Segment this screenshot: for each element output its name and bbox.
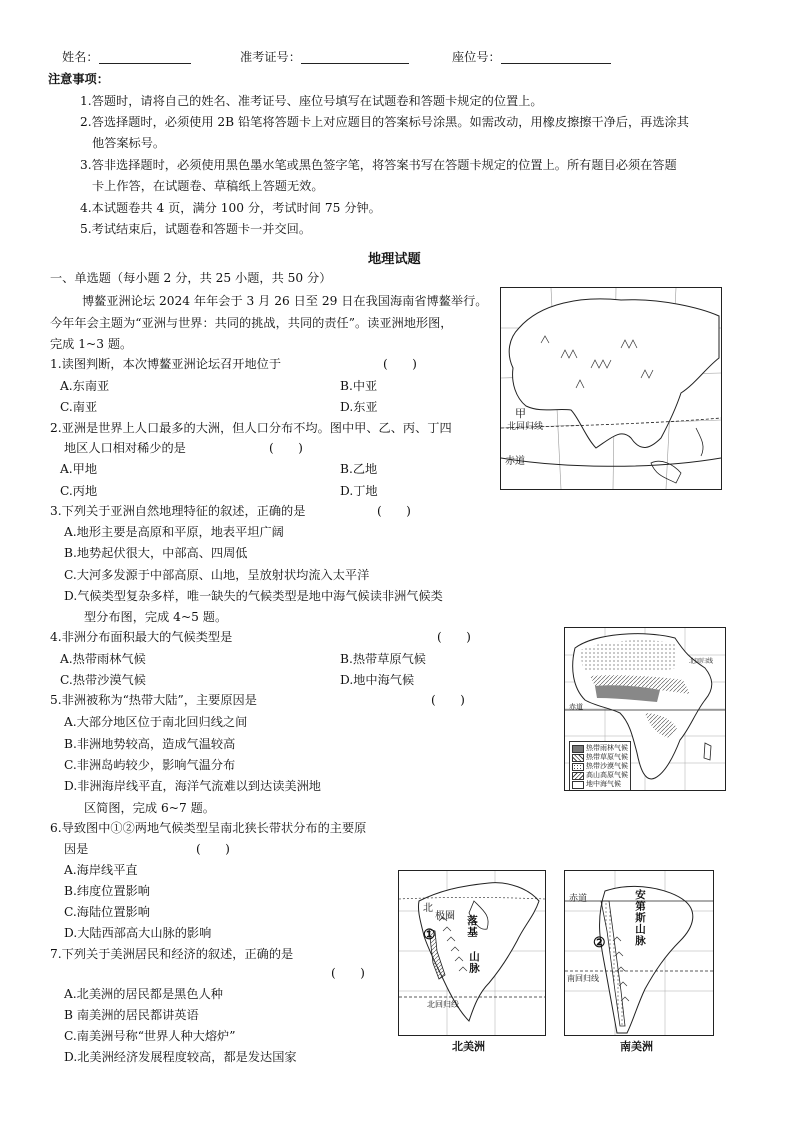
q6-answer-blank[interactable]: ( ) bbox=[196, 842, 230, 856]
q4-option-c[interactable]: C.热带沙漠气候 bbox=[60, 673, 146, 687]
q6-option-d[interactable]: D.大陆西部高大山脉的影响 bbox=[64, 926, 212, 940]
q3-answer-blank[interactable]: ( ) bbox=[377, 504, 411, 518]
legend-label: 地中海气候 bbox=[586, 780, 621, 788]
africa-label-tropic: 北回归线 bbox=[689, 658, 714, 665]
legend-label: 热带沙漠气候 bbox=[586, 762, 628, 770]
notice-item: 5.考试结束后，试题卷和答题卡一并交回。 bbox=[80, 222, 312, 236]
exam-id-field bbox=[240, 50, 409, 64]
q4-answer-blank[interactable]: ( ) bbox=[437, 630, 471, 644]
legend-item bbox=[572, 753, 628, 762]
intro-line: 完成 1~3 题。 bbox=[50, 337, 133, 351]
q4-option-a[interactable]: A.热带雨林气候 bbox=[60, 652, 146, 666]
na-label-arctic: 极圈 bbox=[435, 911, 455, 922]
q1-option-d[interactable]: D.东亚 bbox=[340, 400, 378, 414]
legend-label: 热带草原气候 bbox=[586, 753, 628, 761]
q5-stem: 5.非洲被称为“热带大陆”，主要原因是 bbox=[50, 693, 257, 707]
q3-stem: 3.下列关于亚洲自然地理特征的叙述，正确的是 bbox=[50, 504, 306, 518]
na-label-tropic: 北回归线 bbox=[427, 1000, 459, 1009]
notice-item: 他答案标号。 bbox=[92, 136, 166, 150]
legend-swatch bbox=[572, 772, 584, 780]
legend-item bbox=[572, 744, 628, 753]
notice-title: 注意事项： bbox=[48, 72, 109, 86]
q1-option-a[interactable]: A.东南亚 bbox=[60, 379, 110, 393]
notice-item: 1.答题时，请将自己的姓名、准考证号、座位号填写在试题卷和答题卡规定的位置上。 bbox=[80, 94, 543, 108]
name-field bbox=[62, 50, 191, 64]
africa-legend bbox=[569, 741, 631, 791]
legend-swatch bbox=[572, 745, 584, 753]
intro-line: 今年年会主题为“亚洲与世界：共同的挑战，共同的责任”。读亚洲地形图， bbox=[50, 316, 453, 330]
q5-option-c[interactable]: C.非洲岛屿较少，影响气温分布 bbox=[64, 758, 236, 772]
north-america-map bbox=[398, 870, 546, 1036]
q7-option-c[interactable]: C.南美洲号称“世界人种大熔炉” bbox=[64, 1029, 236, 1043]
na-label-rocky: 落基 bbox=[466, 915, 478, 938]
q5-option-a[interactable]: A.大部分地区位于南北回归线之间 bbox=[64, 715, 248, 729]
q2-option-d[interactable]: D.丁地 bbox=[340, 484, 378, 498]
name-blank[interactable] bbox=[99, 50, 191, 64]
asia-label-tropic: 北回归线 bbox=[507, 422, 544, 432]
q1-stem: 1.读图判断，本次博鳌亚洲论坛召开地位于 bbox=[50, 357, 282, 371]
seat-label: 座位号： bbox=[452, 50, 501, 64]
asia-label-jia: 甲 bbox=[515, 407, 526, 420]
q7-option-a[interactable]: A.北美洲的居民都是黑色人种 bbox=[64, 987, 223, 1001]
q2-stem-cont: 地区人口相对稀少的是 bbox=[64, 441, 186, 455]
asia-terrain-map bbox=[500, 287, 722, 490]
q3-option-c[interactable]: C.大河多发源于中部高原、山地，呈放射状均流入太平洋 bbox=[64, 568, 370, 582]
africa-climate-map bbox=[564, 627, 726, 791]
q3-option-b[interactable]: B.地势起伏很大，中部高、四周低 bbox=[64, 546, 248, 560]
legend-item bbox=[572, 762, 628, 771]
seat-blank[interactable] bbox=[501, 50, 611, 64]
sa-label-equator: 赤道 bbox=[569, 894, 588, 904]
q5-answer-blank[interactable]: ( ) bbox=[431, 693, 465, 707]
south-america-map bbox=[564, 870, 714, 1036]
q2-option-c[interactable]: C.丙地 bbox=[60, 484, 98, 498]
q6-option-a[interactable]: A.海岸线平直 bbox=[64, 863, 138, 877]
notice-item: 2.答选择题时，必须使用 2B 铅笔将答题卡上对应题目的答案标号涂黑。如需改动，用橡皮擦擦干净后，再选涂其 bbox=[80, 115, 689, 129]
sa-marker-2: ② bbox=[593, 935, 606, 951]
legend-label: 高山高原气候 bbox=[586, 771, 628, 779]
q3-option-a[interactable]: A.地形主要是高原和平原，地表平坦广阔 bbox=[64, 525, 284, 539]
na-label-mountains: 山脉 bbox=[468, 951, 480, 974]
name-label: 姓名： bbox=[62, 50, 99, 64]
q4-option-b[interactable]: B.热带草原气候 bbox=[340, 652, 426, 666]
q1-answer-blank[interactable]: ( ) bbox=[383, 357, 417, 371]
q2-answer-blank[interactable]: ( ) bbox=[269, 441, 303, 455]
legend-item bbox=[572, 780, 628, 789]
legend-item bbox=[572, 771, 628, 780]
q6-option-b[interactable]: B.纬度位置影响 bbox=[64, 884, 150, 898]
q7-answer-blank[interactable]: ( ) bbox=[331, 966, 365, 980]
q4-option-d[interactable]: D.地中海气候 bbox=[340, 673, 415, 687]
q6-option-c[interactable]: C.海陆位置影响 bbox=[64, 905, 150, 919]
na-label-bei: 北 bbox=[423, 903, 433, 914]
q5-option-d-cont: 区简图，完成 6~7 题。 bbox=[84, 801, 215, 815]
q6-stem: 6.导致图中①②两地气候类型呈南北狭长带状分布的主要原 bbox=[50, 821, 367, 835]
section-heading: 一、单选题（每小题 2 分，共 25 小题，共 50 分） bbox=[50, 271, 332, 285]
intro-line: 博鳌亚洲论坛 2024 年年会于 3 月 26 日至 29 日在我国海南省博鳌举行。 bbox=[82, 294, 488, 308]
q3-option-d[interactable]: D.气候类型复杂多样，唯一缺失的气候类型是地中海气候读非洲气候类 bbox=[64, 589, 443, 603]
q3-option-d-cont: 型分布图，完成 4~5 题。 bbox=[84, 610, 228, 624]
sa-label-tropic: 南回归线 bbox=[567, 974, 599, 983]
q2-option-b[interactable]: B.乙地 bbox=[340, 462, 378, 476]
q7-stem: 7.下列关于美洲居民和经济的叙述，正确的是 bbox=[50, 947, 294, 961]
q2-stem: 2.亚洲是世界上人口最多的大洲，但人口分布不均。图中甲、乙、丙、丁四 bbox=[50, 421, 452, 435]
asia-label-equator: 赤道 bbox=[505, 456, 525, 467]
na-marker-1: ① bbox=[423, 927, 436, 943]
q6-stem-cont: 因是 bbox=[64, 842, 89, 856]
africa-label-equator: 赤道 bbox=[569, 703, 583, 711]
q5-option-b[interactable]: B.非洲地势较高，造成气温较高 bbox=[64, 737, 236, 751]
seat-field bbox=[452, 50, 611, 64]
sa-caption: 南美洲 bbox=[620, 1040, 653, 1053]
na-caption: 北美洲 bbox=[452, 1040, 485, 1053]
legend-swatch bbox=[572, 781, 584, 789]
exam-id-blank[interactable] bbox=[301, 50, 409, 64]
q1-option-b[interactable]: B.中亚 bbox=[340, 379, 378, 393]
q2-option-a[interactable]: A.甲地 bbox=[60, 462, 98, 476]
legend-swatch bbox=[572, 754, 584, 762]
notice-item: 卡上作答，在试题卷、草稿纸上答题无效。 bbox=[92, 179, 324, 193]
exam-id-label: 准考证号： bbox=[240, 50, 301, 64]
sa-label-andes: 安第斯山脉 bbox=[634, 889, 646, 947]
notice-item: 4.本试题卷共 4 页，满分 100 分，考试时间 75 分钟。 bbox=[80, 201, 381, 215]
legend-swatch bbox=[572, 763, 584, 771]
legend-label: 热带雨林气候 bbox=[586, 744, 628, 752]
q5-option-d[interactable]: D.非洲海岸线平直，海洋气流难以到达读美洲地 bbox=[64, 779, 321, 793]
q7-option-d[interactable]: D.北美洲经济发展程度较高，都是发达国家 bbox=[64, 1050, 297, 1064]
q7-option-b[interactable]: B 南美洲的居民都讲英语 bbox=[64, 1008, 199, 1022]
asia-map-drawing bbox=[501, 288, 721, 489]
q1-option-c[interactable]: C.南亚 bbox=[60, 400, 98, 414]
q4-stem: 4.非洲分布面积最大的气候类型是 bbox=[50, 630, 233, 644]
exam-title: 地理试题 bbox=[368, 252, 421, 267]
notice-item: 3.答非选择题时，必须使用黑色墨水笔或黑色签字笔，将答案书写在答题卡规定的位置上。所有题目必须在答题 bbox=[80, 158, 677, 172]
